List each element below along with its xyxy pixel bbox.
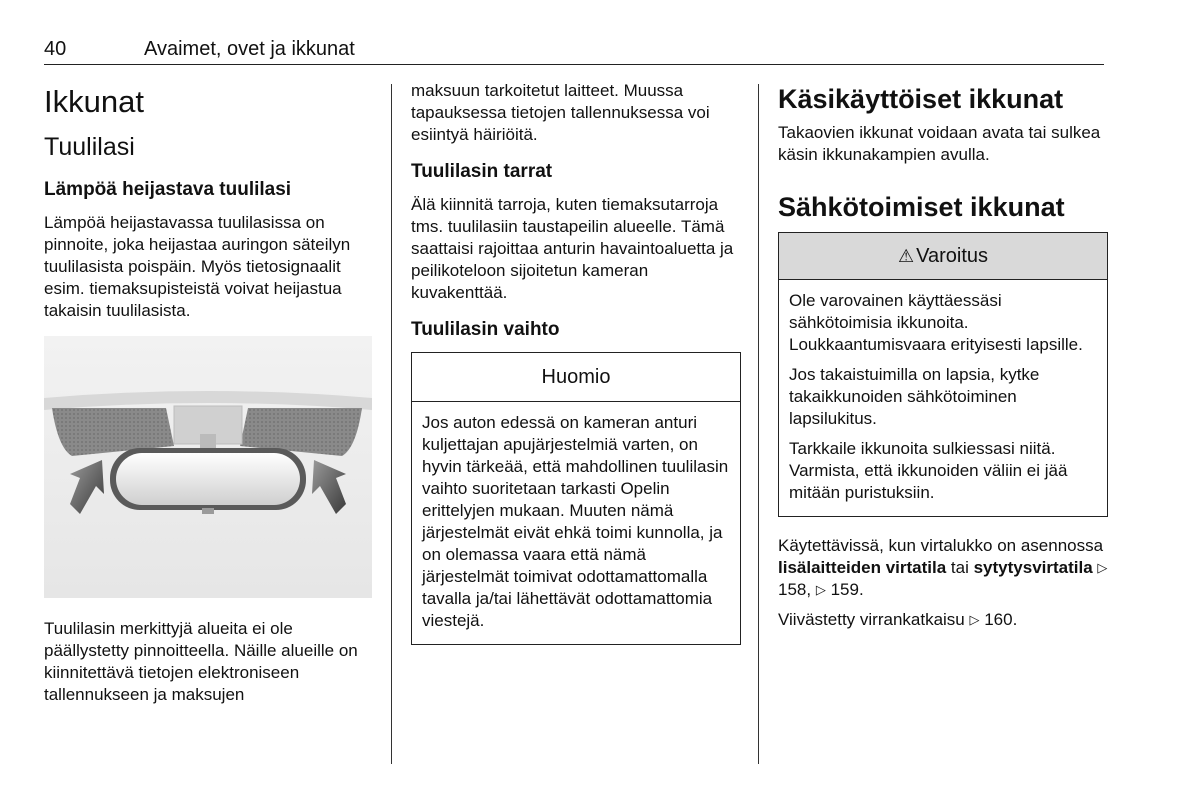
- heading-manual-windows: Käsikäyttöiset ikkunat: [778, 84, 1064, 114]
- column-2: [411, 80, 741, 663]
- paragraph-marked-areas: Tuulilasin merkittyjä alueita ei ole päällystetty pinnoitteella. Näille alueille on kiinnitettävä tietojen elektroniseen tallennukseen ja maksujen: [44, 619, 358, 704]
- page-reference-icon: ▷: [815, 582, 826, 597]
- page-number: 40: [44, 38, 67, 60]
- page-header: [44, 38, 1104, 65]
- warning-box: [778, 232, 1108, 517]
- text-fragment: tai: [946, 558, 974, 577]
- term-ignition-mode: sytytysvirtatila: [973, 558, 1093, 577]
- chapter-title: Avaimet, ovet ja ikkunat: [144, 38, 355, 60]
- warning-title: Varoitus: [916, 245, 989, 267]
- page-reference-icon: ▷: [969, 612, 980, 627]
- windscreen-mirror-illustration: [44, 336, 372, 598]
- text-fragment: .: [858, 580, 864, 599]
- page-reference-link[interactable]: 160: [984, 610, 1013, 629]
- paragraph-manual-windows: Takaovien ikkunat voidaan avata tai sulkea käsin ikkunakampien avulla.: [778, 123, 1101, 164]
- paragraph-heat-reflecting: Lämpöä heijastavassa tuulilasissa on pinnoite, joka heijastaa auringon säteilyn tuulilasista poispäin. Myös tietosignaalit esim. tiemaksupisteistä voivat heijastua takaisin tuulilasista.: [44, 213, 351, 320]
- subsection-title: Tuulilasi: [44, 133, 135, 161]
- warning-header: [779, 233, 1107, 280]
- paragraph-stickers: Älä kiinnitä tarroja, kuten tiemaksutarroja tms. tuulilasiin taustapeilin alueelle. Tämä saattaisi rajoittaa anturin havaintoaluetta ja peilikoteloon sijoitetun kameran kuvakenttää.: [411, 195, 734, 302]
- column-1: [44, 80, 374, 714]
- heading-heat-reflecting: Lämpöä heijastava tuulilasi: [44, 179, 292, 200]
- text-fragment: .: [1012, 610, 1018, 629]
- paragraph-delayed-power-off: [778, 609, 1108, 631]
- paragraph-continued: maksuun tarkoitetut laitteet. Muussa tapauksessa tietojen tallennuksessa voi esiintyä häiriöitä.: [411, 81, 710, 144]
- heading-power-windows: Sähkötoimiset ikkunat: [778, 192, 1065, 222]
- page-reference-icon: ▷: [1097, 560, 1108, 575]
- heading-replacement: Tuulilasin vaihto: [411, 319, 560, 340]
- warning-paragraph: Tarkkaile ikkunoita sulkiessasi niitä. Varmista, että ikkunoiden väliin ei jää mitään puristuksiin.: [789, 439, 1068, 502]
- heading-stickers: Tuulilasin tarrat: [411, 161, 553, 182]
- warning-triangle-icon: ⚠: [897, 246, 915, 266]
- text-fragment: Viivästetty virrankatkaisu: [778, 610, 970, 629]
- column-3: [778, 80, 1108, 639]
- page-reference-link[interactable]: 158: [778, 580, 807, 599]
- warning-paragraph: Ole varovainen käyttäessäsi sähkötoimisia ikkunoita. Loukkaantumisvaara erityisesti lapsille.: [789, 291, 1083, 354]
- column-divider: [391, 84, 392, 764]
- section-title: Ikkunat: [44, 84, 144, 119]
- notice-box: [411, 352, 741, 645]
- page-reference-link[interactable]: 159: [830, 580, 859, 599]
- notice-title: Huomio: [412, 353, 740, 402]
- notice-text: Jos auton edessä on kameran anturi kuljettajan apujärjestelmiä varten, on hyvin tärkeää, että mahdollinen tuulilasin vaihto suoritetaan tarkasti Opelin erittelyjen mukaan. Muuten nämä järjestelmät eivät ehkä toimi kunnolla, ja on olemassa vaara että nämä järjestelmät toimivat odottamattomalla tavalla ja/tai lähettävät odottamattomia viestejä.: [422, 413, 729, 630]
- paragraph-availability: [778, 535, 1108, 601]
- text-fragment: ,: [806, 580, 816, 599]
- text-fragment: Käytettävissä, kun virtalukko on asennossa: [778, 536, 1104, 555]
- column-divider: [758, 84, 759, 764]
- warning-paragraph: Jos takaistuimilla on lapsia, kytke takaikkunoiden sähkötoiminen lapsilukitus.: [789, 365, 1040, 428]
- term-accessory-mode: lisälaitteiden virtatila: [778, 558, 947, 577]
